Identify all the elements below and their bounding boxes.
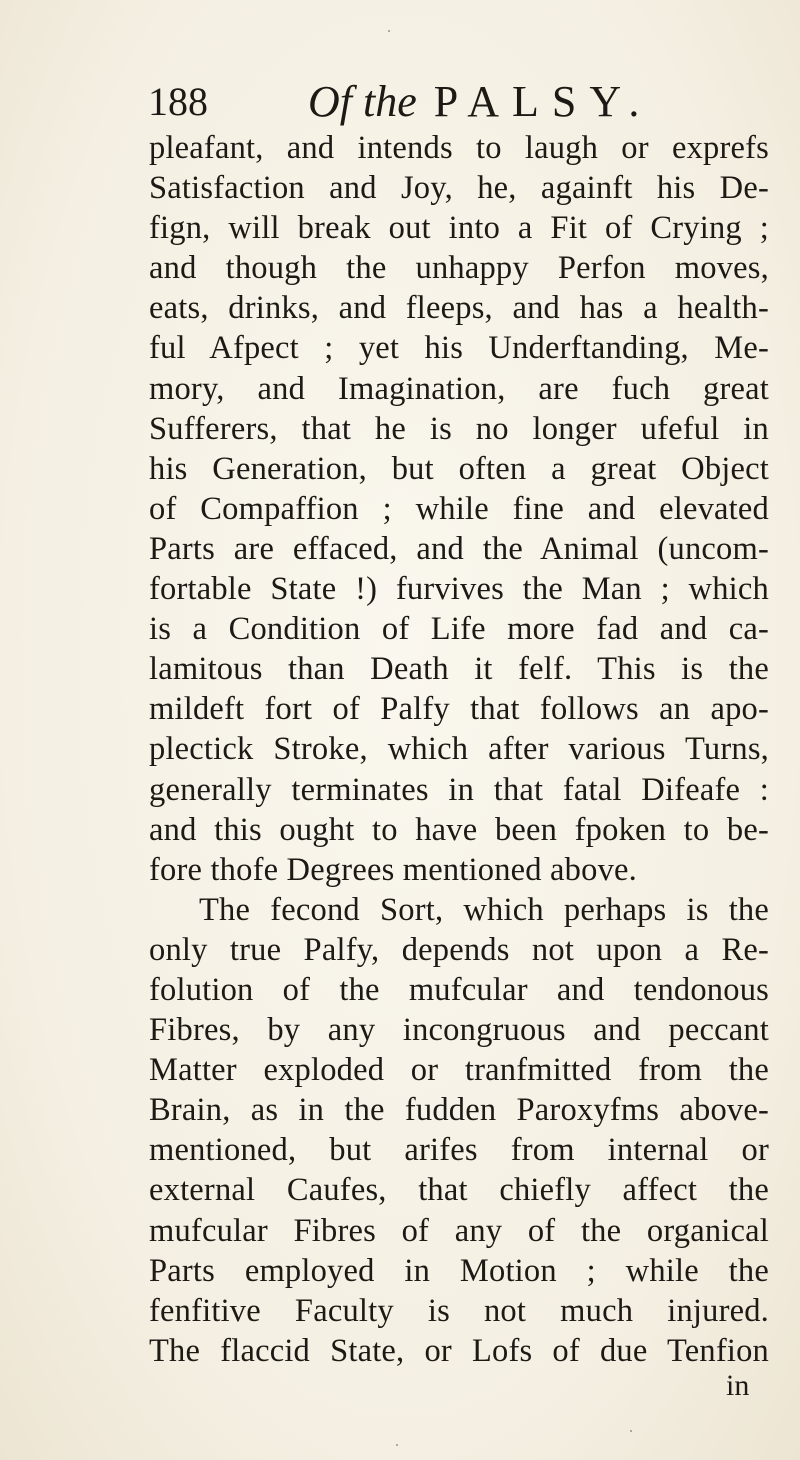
text-line: fortable State !) furvives the Man ; which: [149, 571, 769, 608]
text-line: fign, will break out into a Fit of Crying ;: [149, 210, 769, 247]
text-line: The flaccid State, or Lofs of due Tenfion: [149, 1332, 769, 1369]
text-line: Matter exploded or tranfmitted from the: [149, 1052, 769, 1089]
text-line: Fibres, by any incongruous and peccant: [149, 1012, 769, 1049]
text-line: external Caufes, that chiefly affect the: [149, 1172, 769, 1209]
text-line: Satisfaction and Joy, he, againft his De-: [149, 170, 769, 207]
running-head-italic: Of the: [308, 77, 417, 126]
text-line: Parts are effaced, and the Animal (uncom-: [149, 530, 769, 567]
text-line: mildeft fort of Palfy that follows an apo-: [149, 691, 769, 728]
text-line: is a Condition of Life more fad and ca-: [149, 611, 769, 648]
text-line: mufcular Fibres of any of the organical: [149, 1212, 769, 1249]
text-line: fore thofe Degrees mentioned above.: [149, 851, 637, 888]
text-line: ful Afpect ; yet his Underftanding, Me-: [149, 330, 769, 367]
text-line: eats, drinks, and fleeps, and has a health-: [149, 290, 769, 327]
text-line: and though the unhappy Perfon moves,: [149, 250, 769, 287]
text-line: plectick Stroke, which after various Turns,: [149, 731, 769, 768]
page-number: 188: [148, 79, 208, 124]
text-line: mory, and Imagination, are fuch great: [149, 370, 769, 407]
running-head: [308, 72, 652, 132]
text-line: pleafant, and intends to laugh or exprefs: [149, 130, 769, 166]
text-line: of Compaffion ; while fine and elevated: [149, 490, 769, 527]
text-line: lamitous than Death it felf. This is the: [149, 651, 769, 688]
page-header: [148, 72, 748, 132]
paper-speck: [396, 1444, 398, 1446]
body-text: [149, 128, 769, 1371]
text-line: and this ought to have been fpoken to be-: [149, 811, 769, 848]
text-line: fenfitive Faculty is not much injured.: [149, 1292, 769, 1329]
text-line: his Generation, but often a great Object: [149, 450, 769, 487]
text-line: only true Palfy, depends not upon a Re-: [149, 931, 769, 968]
catchword: in: [726, 1369, 750, 1402]
paper-speck: [388, 30, 390, 32]
text-line: Parts employed in Motion ; while the: [149, 1252, 769, 1289]
text-line: The fecond Sort, which perhaps is the: [199, 891, 769, 928]
paper-speck: [630, 1430, 632, 1432]
running-head-caps: PALSY.: [433, 77, 653, 126]
text-line: Brain, as in the fudden Paroxyfms above-: [149, 1092, 769, 1129]
text-line: folution of the mufcular and tendonous: [149, 971, 769, 1008]
text-line: mentioned, but arifes from internal or: [149, 1132, 769, 1169]
text-line: generally terminates in that fatal Difeafe :: [149, 771, 769, 808]
text-line: Sufferers, that he is no longer ufeful in: [149, 410, 769, 447]
